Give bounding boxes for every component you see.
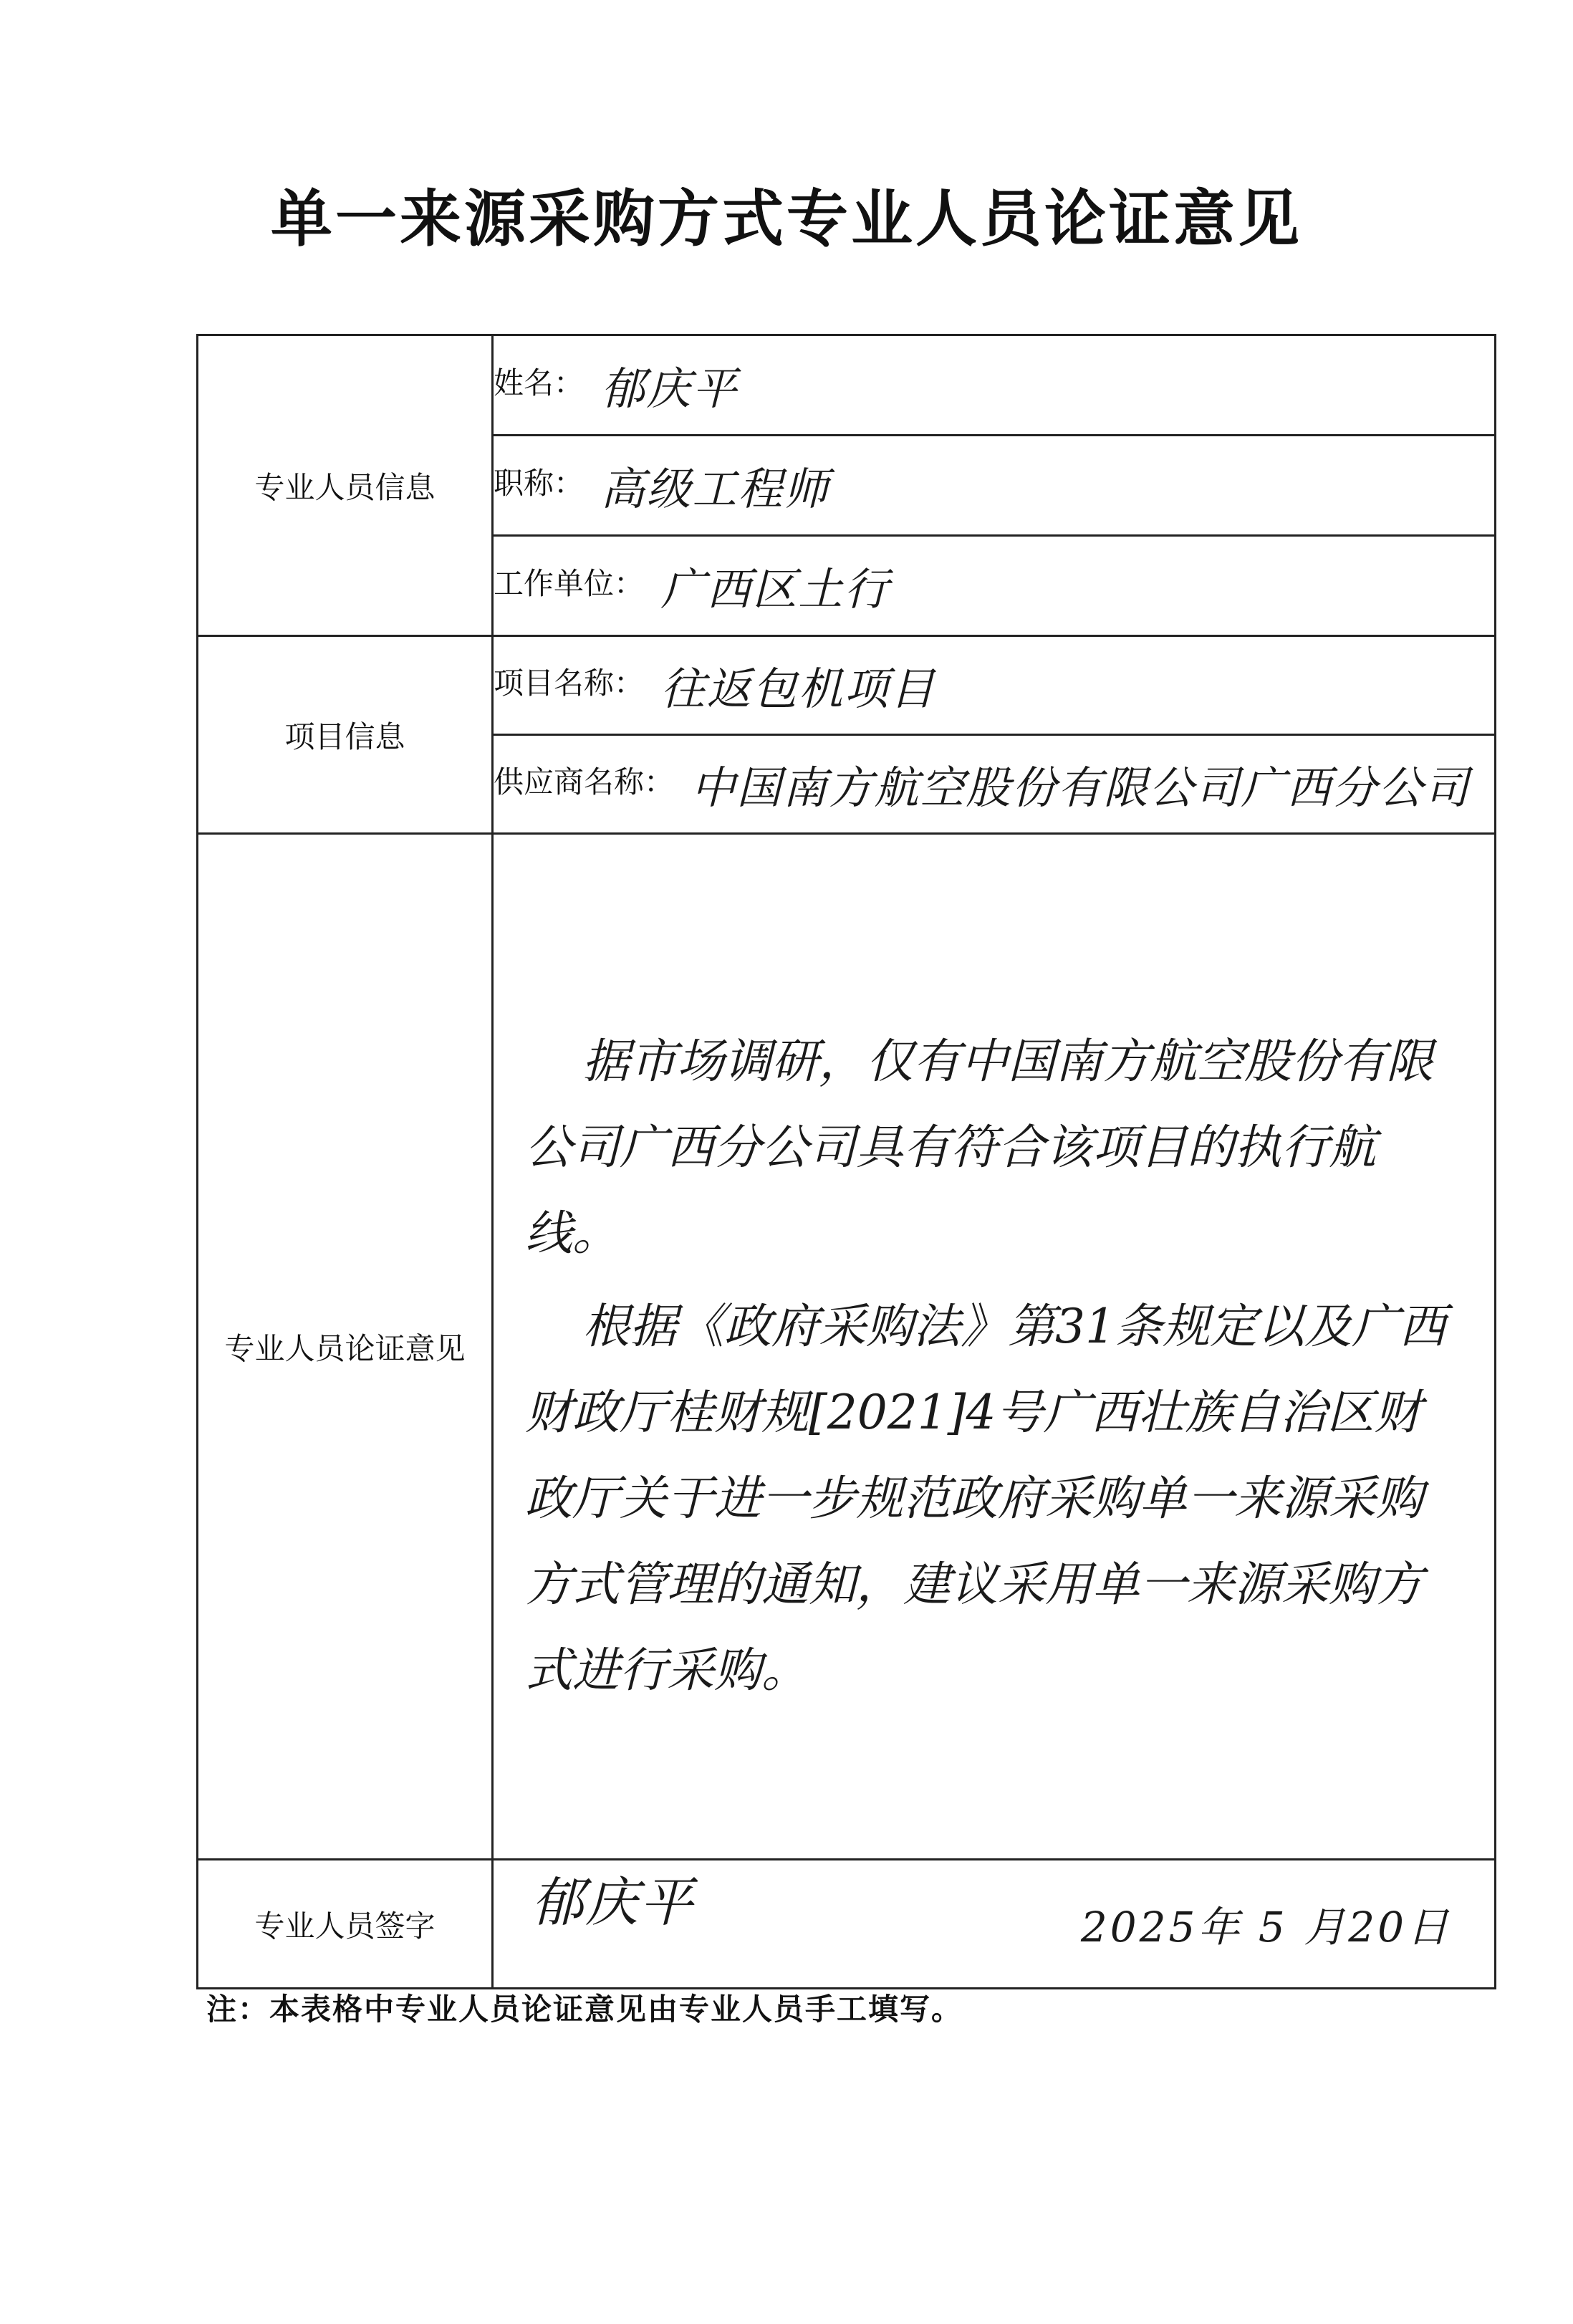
supplier-value: 中国南方航空股份有限公司广西分公司 (691, 762, 1471, 814)
name-row (493, 335, 1496, 436)
signature-date: 2025年 5 月20日 (1080, 1903, 1451, 1951)
project-label: 项目名称： (494, 666, 645, 701)
opinion-box (493, 834, 1496, 1860)
unit-value: 广西区土行 (660, 563, 890, 615)
unit-label: 工作单位： (494, 566, 645, 601)
name-value: 郁庆平 (600, 362, 739, 415)
signature-cell (493, 1860, 1496, 1989)
section-staff-info: 专业人员信息 (198, 335, 493, 636)
title-value: 高级工程师 (600, 463, 830, 515)
opinion-form-table (196, 334, 1496, 1989)
section-project-info: 项目信息 (198, 636, 493, 834)
opinion-paragraph-1 (494, 980, 1494, 1277)
section-signature: 专业人员签字 (198, 1860, 493, 1989)
opinion-paragraph-2-text: 根据《政府采购法》第31条规定以及广西财政厅桂财规[2021]4号广西壮族自治区财政厅关于进一步规范政府采购单一来源采购方式管理的通知，建议采用单一来源采购方式进行采购。 (525, 1298, 1446, 1698)
title-row (493, 436, 1496, 536)
name-label: 姓名： (494, 365, 585, 400)
supplier-row (493, 735, 1496, 834)
section-opinion: 专业人员论证意见 (198, 834, 493, 1860)
opinion-paragraph-1-text: 据市场调研，仅有中国南方航空股份有限公司广西分公司具有符合该项目的执行航线。 (525, 1033, 1433, 1261)
project-row (493, 636, 1496, 735)
page-title: 单一来源采购方式专业人员论证意见 (271, 183, 1302, 255)
opinion-paragraph-2 (494, 1284, 1494, 1714)
project-value: 往返包机项目 (660, 663, 936, 715)
unit-row (493, 536, 1496, 636)
footnote: 注：本表格中专业人员论证意见由专业人员手工填写。 (206, 1992, 963, 2027)
title-label: 职称： (494, 466, 585, 501)
supplier-label: 供应商名称： (494, 764, 675, 800)
signature: 郁庆平 (531, 1872, 694, 1934)
